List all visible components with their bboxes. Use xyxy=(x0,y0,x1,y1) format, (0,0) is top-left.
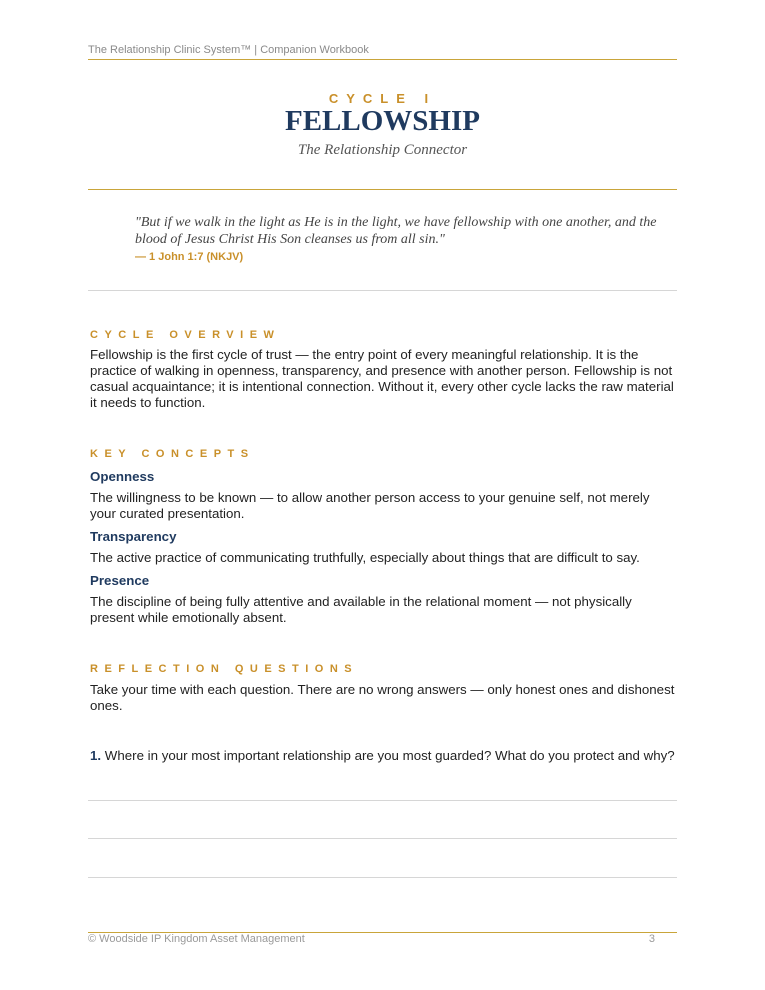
scripture-divider xyxy=(88,290,677,291)
answer-line[interactable] xyxy=(88,800,677,801)
reflection-intro: Take your time with each question. There are no wrong answers — only honest ones and dishonest ones. xyxy=(90,682,675,713)
question-number: 1. xyxy=(90,748,102,763)
scripture-reference: — 1 John 1:7 (NKJV) xyxy=(135,251,244,263)
concept-term-openness: Openness xyxy=(90,469,155,484)
reflection-question xyxy=(90,748,675,764)
title-rule xyxy=(88,189,677,190)
answer-line[interactable] xyxy=(88,877,677,878)
answer-line[interactable] xyxy=(88,838,677,839)
header-rule xyxy=(88,59,677,60)
question-text: Where in your most important relationship are you most guarded? What do you protect and why? xyxy=(104,748,675,763)
overview-heading: CYCLE OVERVIEW xyxy=(90,329,281,341)
concept-definition-presence: The discipline of being fully attentive and available in the relational moment — not physically present while emotionally absent. xyxy=(90,594,632,625)
key-concepts-heading: KEY CONCEPTS xyxy=(90,448,255,460)
running-header: The Relationship Clinic System™ | Companion Workbook xyxy=(88,44,369,56)
reflection-heading: REFLECTION QUESTIONS xyxy=(90,663,359,675)
concept-definition-transparency: The active practice of communicating truthfully, especially about things that are difficult to say. xyxy=(90,550,640,565)
footer-copyright: © Woodside IP Kingdom Asset Management xyxy=(88,933,305,945)
page-subtitle: The Relationship Connector xyxy=(297,142,468,158)
cycle-label: CYCLE I xyxy=(328,91,437,106)
page-title: FELLOWSHIP xyxy=(285,105,480,137)
concept-term-transparency: Transparency xyxy=(90,529,177,544)
scripture-verse: "But if we walk in the light as He is in the light, we have fellowship with one another, and the blood of Jesus Christ His Son cleanses us from all sin." xyxy=(135,215,657,247)
workbook-page xyxy=(88,0,677,990)
concept-definition-openness: The willingness to be known — to allow another person access to your genuine self, not merely your curated presentation. xyxy=(90,490,650,521)
page-number: 3 xyxy=(648,933,655,945)
concept-term-presence: Presence xyxy=(90,573,150,588)
overview-body: Fellowship is the first cycle of trust — the entry point of every meaningful relationship. It is the practice of walking in openness, transparency, and presence with another person. Fellowship is not casual acquaintance; it is intentional connection. Without it, every other cycle lacks the raw material it needs to function. xyxy=(90,347,674,410)
scripture-quote xyxy=(135,214,665,263)
